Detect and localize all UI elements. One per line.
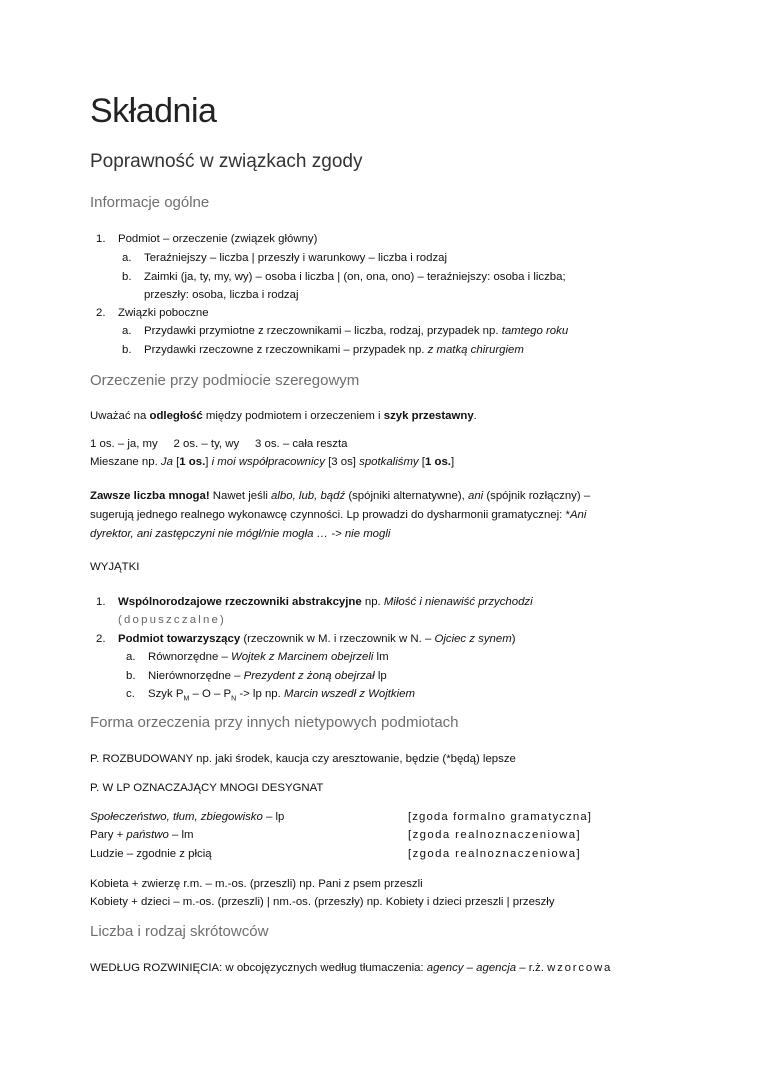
- paragraph: P. ROZBUDOWANY np. jaki środek, kaucja czy aresztowanie, będzie (*będą) lepsze: [90, 753, 516, 765]
- agreement-row-right: [zgoda realnoznaczeniowa]: [408, 829, 582, 841]
- subheading-general-info: Informacje ogólne: [90, 194, 210, 211]
- paragraph: Zawsze liczba mnoga! Nawet jeśli albo, lub, bądź (spójniki alternatywne), ani (spójnik rozłączny) –: [90, 490, 591, 502]
- list-item: 2. Związki poboczne: [96, 307, 209, 319]
- paragraph-line: dyrektor, ani zastępczyni nie mógł/nie mogła … -> nie mogli: [90, 528, 391, 540]
- subheading-acronyms: Liczba i rodzaj skrótowców: [90, 923, 269, 940]
- agreement-row-right: [zgoda formalno gramatyczna]: [408, 811, 593, 823]
- list-item: c. Szyk $P_M$ – O – $P_N$ -> lp np. Marcin wszedł z Wojtkiem: [126, 688, 415, 703]
- agreement-row-left: Społeczeństwo, tłum, zbiegowisko – lp: [90, 811, 285, 823]
- list-item: a. Przydawki przymiotne z rzeczownikami – liczba, rodzaj, przypadek np. tamtego roku: [122, 325, 569, 337]
- agreement-row-left: Pary + państwo – lm: [90, 829, 194, 841]
- list-item-note: (dopuszczalne): [118, 614, 227, 626]
- exceptions-label: WYJĄTKI: [90, 561, 140, 573]
- paragraph: 1 os. – ja, my 2 os. – ty, wy 3 os. – cała reszta: [90, 438, 348, 450]
- list-item: b. Zaimki (ja, ty, my, wy) – osoba i liczba | (on, ona, ono) – teraźniejszy: osoba i liczba;: [122, 271, 566, 283]
- subheading-serial-subject: Orzeczenie przy podmiocie szeregowym: [90, 372, 360, 389]
- paragraph: Kobiety + dzieci – m.-os. (przeszli) | nm.-os. (przeszły) np. Kobiety i dzieci przeszli | przeszły: [90, 896, 555, 908]
- paragraph: Uważać na odległość między podmiotem i orzeczeniem i szyk przestawny.: [90, 410, 477, 422]
- list-item: 1. Wspólnorodzajowe rzeczowniki abstrakcyjne np. Miłość i nienawiść przychodzi: [96, 596, 533, 608]
- list-item: 2. Podmiot towarzyszący (rzeczownik w M. i rzeczownik w N. – Ojciec z synem): [96, 633, 516, 645]
- section-heading: Poprawność w związkach zgody: [90, 151, 363, 172]
- list-item: a. Równorzędne – Wojtek z Marcinem obejrzeli lm: [126, 651, 389, 663]
- list-item-continuation: przeszły: osoba, liczba i rodzaj: [144, 289, 299, 301]
- paragraph: P. W LP OZNACZAJĄCY MNOGI DESYGNAT: [90, 782, 324, 794]
- agreement-row-right: [zgoda realnoznaczeniowa]: [408, 848, 582, 860]
- list-item: 1. Podmiot – orzeczenie (związek główny): [96, 233, 318, 245]
- paragraph: Kobieta + zwierzę r.m. – m.-os. (przeszli) np. Pani z psem przeszli: [90, 878, 423, 890]
- agreement-row-left: Ludzie – zgodnie z płcią: [90, 848, 212, 860]
- list-item: a. Teraźniejszy – liczba | przeszły i warunkowy – liczba i rodzaj: [122, 252, 448, 264]
- paragraph: Mieszane np. Ja [1 os.] i moi współpracownicy [3 os] spotkaliśmy [1 os.]: [90, 456, 455, 468]
- list-item: b. Nierównorzędne – Prezydent z żoną obejrzał lp: [126, 670, 387, 682]
- list-item: b. Przydawki rzeczowne z rzeczownikami – przypadek np. z matką chirurgiem: [122, 344, 524, 356]
- paragraph-line: sugerują jednego realnego wykonawcę czynności. Lp prowadzi do dysharmonii gramatycznej: *Ani: [90, 509, 587, 521]
- page-title: Składnia: [90, 92, 217, 130]
- subheading-predicate-form: Forma orzeczenia przy innych nietypowych podmiotach: [90, 714, 459, 731]
- paragraph: WEDŁUG ROZWINIĘCIA: w obcojęzycznych według tłumaczenia: agency – agencja – r.ż. wzorcowa: [90, 962, 613, 974]
